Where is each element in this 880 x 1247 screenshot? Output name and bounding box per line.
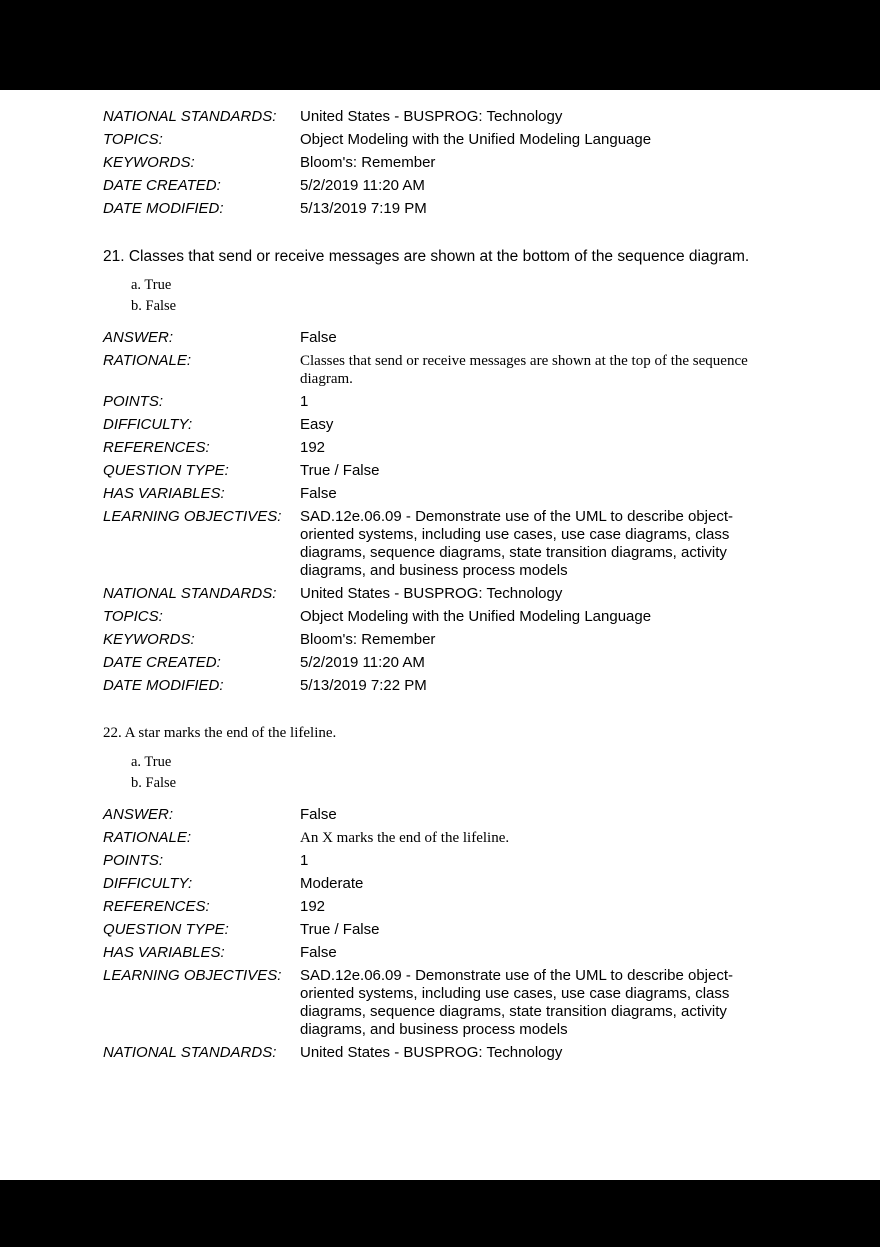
field-row (103, 177, 776, 195)
choice-a: a. True (131, 277, 172, 293)
field-label: DATE CREATED: (103, 654, 221, 671)
field-row (103, 677, 776, 695)
field-row (103, 393, 776, 411)
field-value: Bloom's: Remember (300, 154, 436, 171)
field-row (103, 352, 776, 388)
field-value: False (300, 806, 337, 823)
field-value: 192 (300, 439, 326, 456)
field-row (103, 485, 776, 503)
field-value: True / False (300, 921, 380, 938)
field-row (103, 154, 776, 172)
field-value: False (300, 329, 337, 346)
field-value: 5/2/2019 11:20 AM (300, 177, 425, 194)
field-label: DATE CREATED: (103, 177, 221, 194)
answer-choices (103, 275, 776, 317)
field-value: United States - BUSPROG: Technology (300, 585, 563, 602)
question-22-block (103, 723, 776, 1062)
field-label: RATIONALE: (103, 829, 192, 846)
field-row (103, 806, 776, 824)
field-label: LEARNING OBJECTIVES: (103, 508, 282, 525)
field-label: KEYWORDS: (103, 631, 195, 648)
field-value: 1 (300, 393, 309, 410)
field-label: NATIONAL STANDARDS: (103, 585, 277, 602)
field-row (103, 944, 776, 962)
field-label: DATE MODIFIED: (103, 200, 224, 217)
field-value: 1 (300, 852, 309, 869)
field-value: Object Modeling with the Unified Modeling Language (300, 608, 652, 625)
field-label: QUESTION TYPE: (103, 921, 229, 938)
field-row (103, 200, 776, 218)
field-value: Easy (300, 416, 334, 433)
question-21-block (103, 246, 776, 695)
field-value: 5/2/2019 11:20 AM (300, 654, 425, 671)
field-row (103, 608, 776, 626)
field-row (103, 631, 776, 649)
question-text: 22. A star marks the end of the lifeline. (103, 725, 337, 741)
field-row (103, 508, 776, 580)
field-label: REFERENCES: (103, 439, 210, 456)
field-value: True / False (300, 462, 380, 479)
field-row (103, 585, 776, 603)
field-row (103, 416, 776, 434)
field-value: Moderate (300, 875, 364, 892)
field-row (103, 829, 776, 847)
field-row (103, 131, 776, 149)
metadata-block-previous-question (103, 108, 776, 218)
field-value: Bloom's: Remember (300, 631, 436, 648)
field-row (103, 329, 776, 347)
field-label: ANSWER: (103, 806, 174, 823)
field-label: QUESTION TYPE: (103, 462, 229, 479)
choice-a: a. True (131, 754, 172, 770)
field-row (103, 654, 776, 672)
field-label: NATIONAL STANDARDS: (103, 1044, 277, 1061)
document-page (0, 90, 880, 1180)
field-row (103, 967, 776, 1039)
field-value: United States - BUSPROG: Technology (300, 108, 563, 125)
field-row (103, 108, 776, 126)
field-value: 192 (300, 898, 326, 915)
field-value: An X marks the end of the lifeline. (300, 830, 510, 846)
field-label: DIFFICULTY: (103, 416, 193, 433)
field-value: United States - BUSPROG: Technology (300, 1044, 563, 1061)
field-row (103, 1044, 776, 1062)
field-row (103, 439, 776, 457)
field-value: SAD.12e.06.09 - Demonstrate use of the UML to describe object-oriented systems, including use cases, use case diagrams, class diagrams, sequence diagrams, state transition diagrams, activity diagrams, and business process models (300, 508, 734, 579)
field-label: LEARNING OBJECTIVES: (103, 967, 282, 984)
field-label: HAS VARIABLES: (103, 944, 225, 961)
field-value: False (300, 485, 337, 502)
answer-choices (103, 752, 776, 794)
field-label: REFERENCES: (103, 898, 210, 915)
field-value: 5/13/2019 7:19 PM (300, 200, 427, 217)
field-value: 5/13/2019 7:22 PM (300, 677, 427, 694)
field-label: HAS VARIABLES: (103, 485, 225, 502)
field-label: DATE MODIFIED: (103, 677, 224, 694)
field-value: SAD.12e.06.09 - Demonstrate use of the UML to describe object-oriented systems, including use cases, use case diagrams, class diagrams, sequence diagrams, state transition diagrams, activity diagrams, and business process models (300, 967, 734, 1038)
field-label: TOPICS: (103, 608, 163, 625)
choice-b: b. False (131, 298, 177, 314)
field-label: POINTS: (103, 852, 164, 869)
field-label: POINTS: (103, 393, 164, 410)
question-text: 21. Classes that send or receive messages are shown at the bottom of the sequence diagram. (103, 248, 750, 265)
choice-b: b. False (131, 775, 177, 791)
field-row (103, 875, 776, 893)
field-row (103, 852, 776, 870)
field-value: Object Modeling with the Unified Modeling Language (300, 131, 652, 148)
field-label: ANSWER: (103, 329, 174, 346)
field-row (103, 898, 776, 916)
field-label: KEYWORDS: (103, 154, 195, 171)
field-value: Classes that send or receive messages are shown at the top of the sequence diagram. (300, 353, 748, 387)
field-label: TOPICS: (103, 131, 163, 148)
field-row (103, 921, 776, 939)
field-label: DIFFICULTY: (103, 875, 193, 892)
field-label: NATIONAL STANDARDS: (103, 108, 277, 125)
field-value: False (300, 944, 337, 961)
field-row (103, 462, 776, 480)
field-label: RATIONALE: (103, 352, 192, 369)
